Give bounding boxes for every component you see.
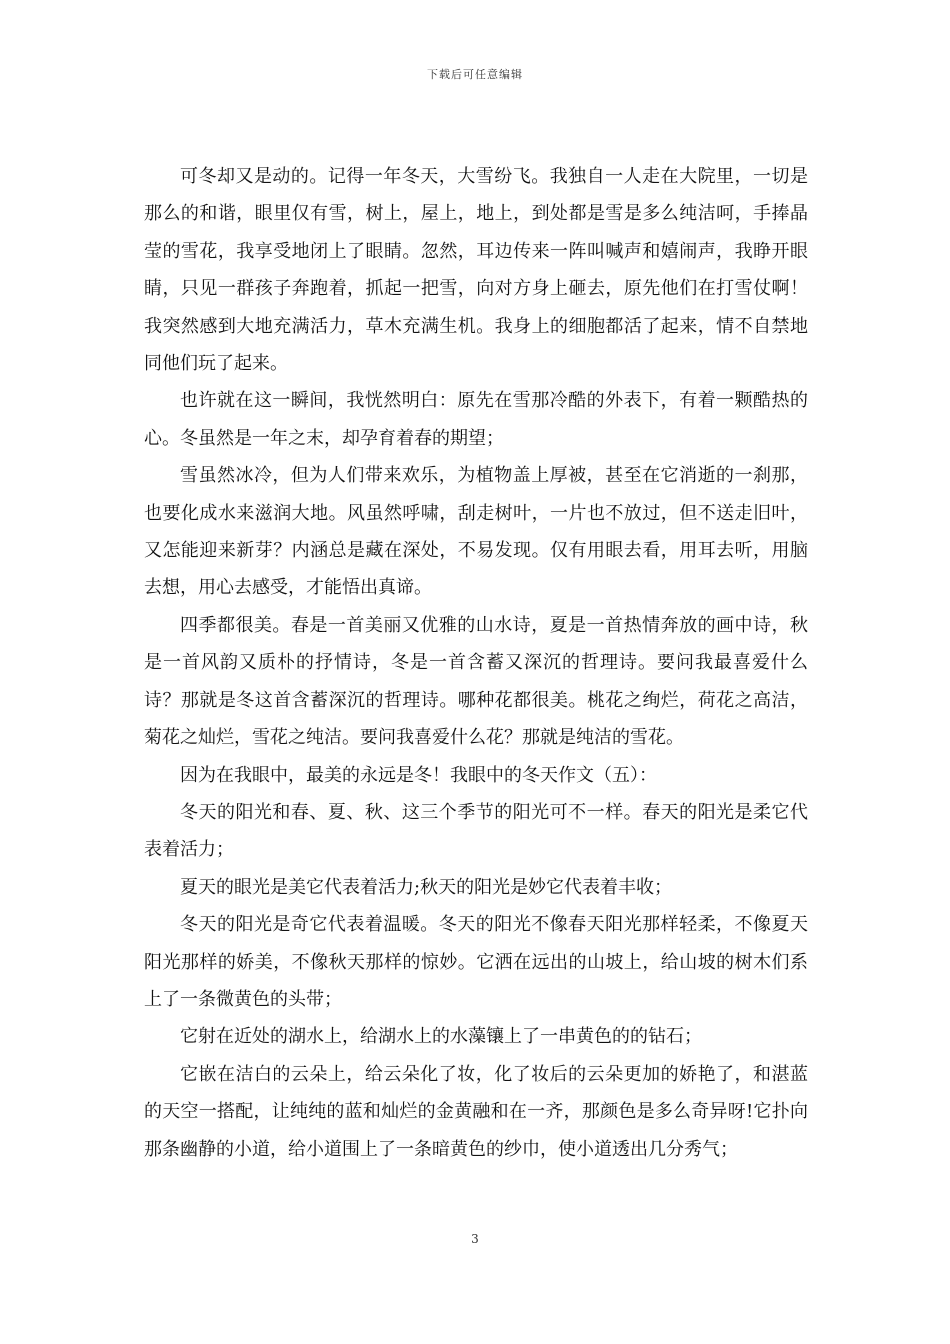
paragraph-2: 也许就在这一瞬间，我恍然明白：原先在雪那冷酷的外表下，有着一颗酷热的心。冬虽然是一年之末，却孕育着春的期望； — [144, 390, 808, 449]
paragraph-9: 它射在近处的湖水上，给湖水上的水藻镶上了一串黄色的的钻石； — [180, 1026, 702, 1048]
paragraph-3: 雪虽然冰冷，但为人们带来欢乐，为植物盖上厚被，甚至在它消逝的一刹那，也要化成水来滋润大地。风虽然呼啸，刮走树叶，一片也不放过，但不送走旧叶，又怎能迎来新芽？内涵总是藏在深处，不易发现。仅有用眼去看，用耳去听，用脑去想，用心去感受，才能悟出真谛。 — [144, 465, 808, 599]
paragraph-4: 四季都很美。春是一首美丽又优雅的山水诗，夏是一首热情奔放的画中诗，秋是一首风韵又质朴的抒情诗，冬是一首含蓄又深沉的哲理诗。要问我最喜爱什么诗？那就是冬这首含蓄深沉的哲理诗。哪种花都很美。桃花之绚烂，荷花之高洁，菊花之灿烂，雪花之纯洁。要问我喜爱什么花？那就是纯洁的雪花。 — [144, 614, 808, 749]
paragraph-7: 夏天的眼光是美它代表着活力;秋天的阳光是妙它代表着丰收； — [180, 876, 673, 898]
page-header: 下载后可任意编辑 — [427, 68, 523, 81]
paragraph-6: 冬天的阳光和春、夏、秋、这三个季节的阳光可不一样。春天的阳光是柔它代表着活力； — [144, 801, 808, 861]
page-number: 3 — [471, 1232, 479, 1246]
paragraph-1: 可冬却又是动的。记得一年冬天，大雪纷飞。我独自一人走在大院里，一切是那么的和谐，眼里仅有雪，树上，屋上，地上，到处都是雪是多么纯洁呵，手捧晶莹的雪花，我享受地闭上了眼睛。忽然，耳边传来一阵叫喊声和嬉闹声，我睁开眼睛，只见一群孩子奔跑着，抓起一把雪，向对方身上砸去，原先他们在打雪仗啊！我突然感到大地充满活力，草木充满生机。我身上的细胞都活了起来，情不自禁地同他们玩了起来。 — [144, 166, 808, 375]
document-body — [144, 158, 808, 1168]
paragraph-10: 它嵌在洁白的云朵上，给云朵化了妆，化了妆后的云朵更加的娇艳了，和湛蓝的天空一搭配，让纯纯的蓝和灿烂的金黄融和在一齐，那颜色是多么奇异呀!它扑向那条幽静的小道，给小道围上了一条暗黄色的纱巾，使小道透出几分秀气； — [144, 1063, 808, 1160]
paragraph-8: 冬天的阳光是奇它代表着温暖。冬天的阳光不像春天阳光那样轻柔，不像夏天阳光那样的娇美，不像秋天那样的惊妙。它洒在远出的山坡上，给山坡的树木们系上了一条微黄色的头带； — [144, 914, 808, 1010]
paragraph-5: 因为在我眼中，最美的永远是冬！我眼中的冬天作文（五）： — [180, 764, 657, 786]
